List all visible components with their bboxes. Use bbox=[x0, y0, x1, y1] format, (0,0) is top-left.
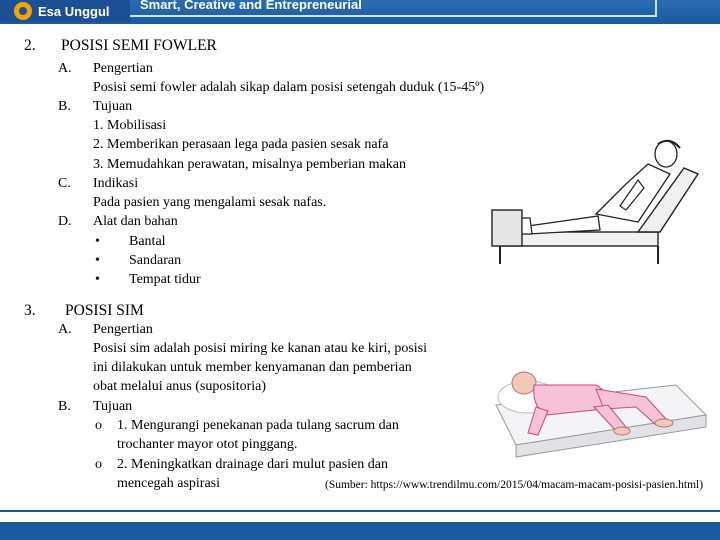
section3-a-title: Pengertian bbox=[93, 322, 153, 337]
image-source: (Sumber: https://www.trendilmu.com/2015/04/macam-macam-posisi-pasien.html) bbox=[325, 479, 704, 491]
bullet: • bbox=[95, 234, 100, 249]
sim-position-illustration bbox=[476, 345, 710, 470]
bullet: • bbox=[95, 272, 100, 287]
section3-b-item: 1. Mengurangi penekanan pada tulang sacrum dan bbox=[117, 418, 399, 433]
section2-a-text: Posisi semi fowler adalah sikap dalam posisi setengah duduk (15-45º) bbox=[93, 80, 485, 95]
section3-a-text: Posisi sim adalah posisi miring ke kanan atau ke kiri, posisi bbox=[93, 341, 428, 356]
section3-b-letter: B. bbox=[58, 399, 71, 414]
section2-b-item: 3. Memudahkan perawatan, misalnya pemberian makan bbox=[93, 157, 406, 172]
section2-title: POSISI SEMI FOWLER bbox=[61, 37, 217, 54]
section3-a-text: obat melalui anus (supositoria) bbox=[93, 379, 267, 394]
section2-c-title: Indikasi bbox=[93, 176, 139, 191]
section2-c-text: Pada pasien yang mengalami sesak nafas. bbox=[93, 195, 327, 210]
section3-a-letter: A. bbox=[58, 322, 72, 337]
tagline: Smart, Creative and Entrepreneurial bbox=[140, 0, 362, 12]
section2-a-letter: A. bbox=[58, 61, 72, 76]
section2-a-title: Pengertian bbox=[93, 61, 153, 76]
section3-a-text: ini dilakukan untuk member kenyamanan dan pemberian bbox=[93, 360, 412, 375]
semi-fowler-illustration bbox=[488, 134, 703, 266]
footer-divider bbox=[0, 510, 720, 512]
section2-d-item: Bantal bbox=[129, 234, 166, 249]
section2-d-title: Alat dan bahan bbox=[93, 214, 178, 229]
bullet: • bbox=[95, 253, 100, 268]
section2-b-item: 1. Mobilisasi bbox=[93, 118, 167, 133]
section2-b-item: 2. Memberikan perasaan lega pada pasien sesak nafa bbox=[93, 137, 389, 152]
section2-b-title: Tujuan bbox=[93, 99, 133, 114]
section3-b-item: trochanter mayor otot pinggang. bbox=[117, 437, 298, 452]
section2-d-item: Sandaran bbox=[129, 253, 182, 268]
section3-b-item: mencegah aspirasi bbox=[117, 476, 221, 491]
section2-d-item: Tempat tidur bbox=[129, 272, 201, 287]
section3-b-item: 2. Meningkatkan drainage dari mulut pasien dan bbox=[117, 457, 388, 472]
section2-c-letter: C. bbox=[58, 176, 71, 191]
sub-bullet: o bbox=[95, 418, 102, 433]
section3-title: POSISI SIM bbox=[65, 302, 144, 319]
sub-bullet: o bbox=[95, 457, 102, 472]
logo-icon bbox=[14, 2, 32, 20]
logo bbox=[0, 0, 130, 22]
section2-d-letter: D. bbox=[58, 214, 72, 229]
section2-b-letter: B. bbox=[58, 99, 71, 114]
section3-number: 3. bbox=[24, 302, 36, 319]
section2-number: 2. bbox=[24, 37, 36, 54]
logo-text: Esa Unggul bbox=[38, 3, 110, 19]
header-divider-end bbox=[655, 0, 657, 17]
header-divider bbox=[130, 15, 655, 17]
section3-b-title: Tujuan bbox=[93, 399, 133, 414]
footer-bar bbox=[0, 522, 720, 540]
